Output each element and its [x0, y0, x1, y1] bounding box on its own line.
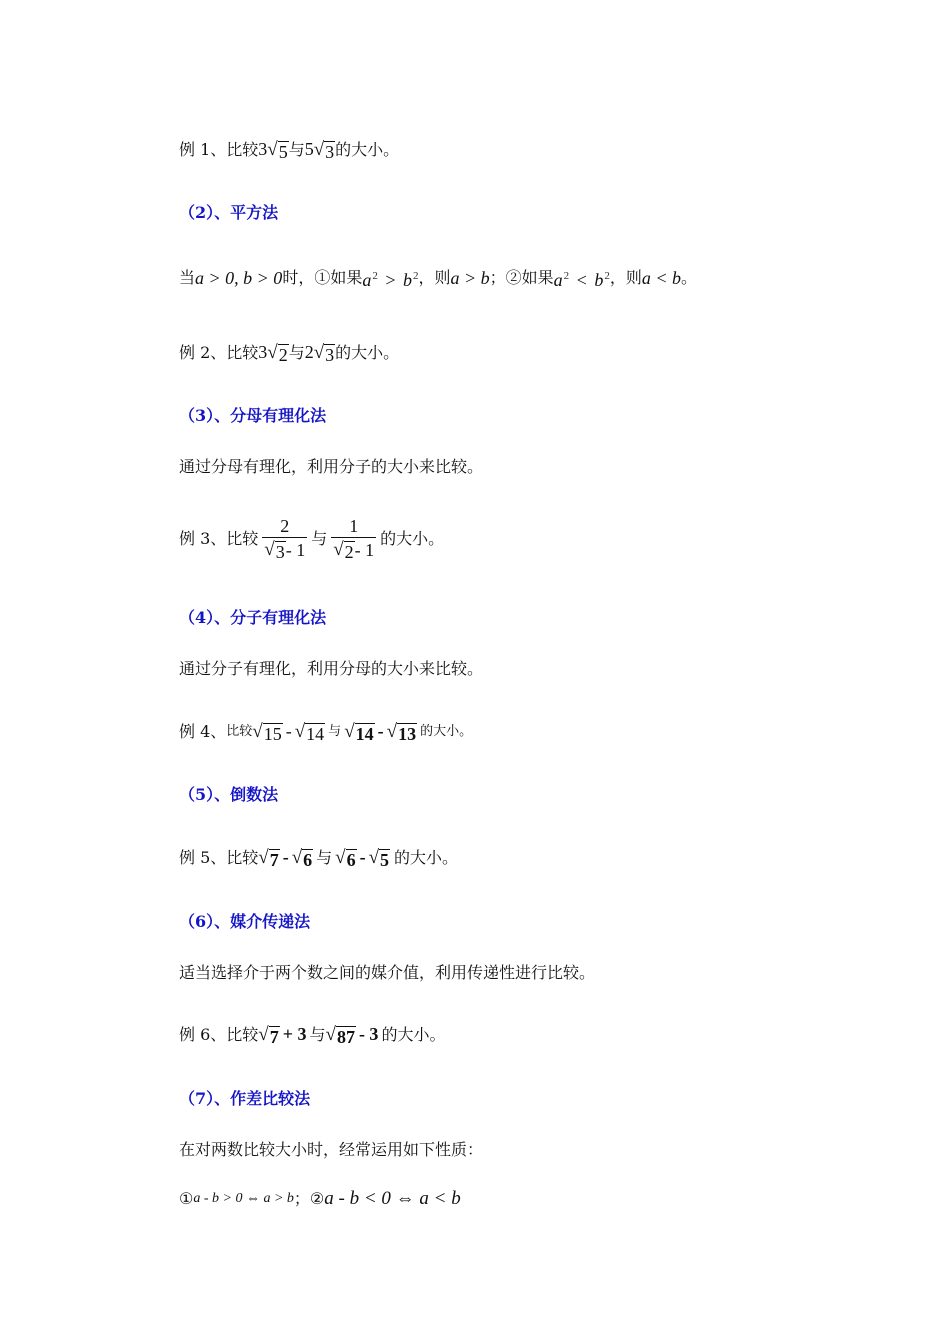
rule-then-2: a < b [641, 268, 681, 288]
example-2-expr-a: 3 √ 2 [258, 342, 288, 365]
heading-intermediary-method: （6）、媒介传递法 [179, 912, 311, 931]
radicand: 3 [325, 142, 335, 162]
rule-if-2: $a^2 < b^2$ [553, 270, 610, 290]
example-4-and: 与 [328, 723, 342, 739]
example-6 [179, 1022, 445, 1047]
example-2-expr-b: 2 √ 3 [304, 342, 335, 365]
rule-text: ，则 [609, 268, 642, 287]
paragraph-numerator-rationalization: 通过分子有理化，利用分母的大小来比较。 [179, 659, 484, 678]
property-2: a - b < 0 ⇔ a < b [324, 1188, 461, 1209]
example-1-suffix: 的大小。 [335, 139, 400, 159]
rule-text: ；②如果 [489, 268, 554, 287]
coefficient: 5 [304, 139, 314, 159]
heading-numerator-rationalization: （4）、分子有理化法 [179, 608, 327, 627]
rule-text: 当 [179, 268, 196, 287]
example-6-prefix: 例 6、比较 [179, 1024, 259, 1044]
example-5-suffix: 的大小。 [394, 847, 459, 867]
rule-text: 。 [681, 268, 698, 287]
example-1-and: 与 [288, 139, 305, 159]
example-3-and: 与 [311, 528, 328, 548]
example-5 [179, 845, 458, 870]
rule-condition: a > 0, b > 0 [195, 268, 283, 288]
example-1 [179, 137, 399, 162]
heading-denominator-rationalization: （3）、分母有理化法 [179, 406, 327, 425]
property-2-marker: ② [309, 1189, 325, 1208]
example-2 [179, 340, 399, 365]
property-1: a - b > 0 ⇔ a > b [193, 1191, 294, 1206]
property-1-marker: ① [179, 1189, 194, 1208]
example-1-prefix: 例 1、比较 [179, 139, 259, 159]
example-4-expr-b: √ 14 - √ 13 [344, 721, 417, 744]
example-6-expr-a: √ 7 + 3 [258, 1024, 307, 1047]
radicand: 5 [278, 142, 288, 162]
example-6-suffix: 的大小。 [381, 1024, 446, 1044]
example-4-expr-a: √ 15 - √ 14 [252, 721, 325, 744]
heading-reciprocal-method: （5）、倒数法 [179, 785, 279, 804]
paragraph-difference-method: 在对两数比较大小时，经常运用如下性质： [179, 1140, 484, 1159]
paragraph-denominator-rationalization: 通过分母有理化，利用分子的大小来比较。 [179, 457, 484, 476]
example-2-suffix: 的大小。 [335, 342, 400, 362]
example-6-and: 与 [309, 1024, 326, 1044]
example-5-prefix: 例 5、比较 [179, 847, 259, 867]
paragraph-intermediary-method: 适当选择介于两个数之间的媒介值，利用传递性进行比较。 [179, 963, 596, 982]
example-3-prefix: 例 3、比较 [179, 528, 259, 548]
example-6-expr-b: √ 87 - 3 [325, 1024, 379, 1047]
rule-then-1: a > b [450, 268, 490, 288]
example-4 [179, 719, 472, 744]
example-3 [179, 515, 444, 562]
square-method-rule [179, 264, 697, 292]
example-5-expr-a: √ 7 - √ 6 [258, 847, 313, 870]
example-5-expr-b: √ 6 - √ 5 [335, 847, 390, 870]
difference-properties [179, 1187, 461, 1211]
heading-difference-method: （7）、作差比较法 [179, 1089, 311, 1108]
example-2-prefix: 例 2、比较 [179, 342, 259, 362]
example-3-fraction-a: 2 √ 3 - 1 [264, 516, 306, 562]
rule-text: ，则 [418, 268, 451, 287]
example-1-expr-b [305, 137, 335, 162]
rule-if-1: $a^2 > b^2$ [362, 270, 419, 290]
radical: √ 5 [267, 139, 288, 162]
example-5-and: 与 [316, 847, 333, 867]
example-4-label: 比较 [226, 723, 253, 739]
example-1-expr-a [258, 137, 288, 162]
radical: √ 3 [313, 139, 335, 162]
coefficient: 3 [258, 139, 268, 159]
example-4-suffix: 的大小。 [420, 723, 473, 739]
example-2-and: 与 [288, 342, 305, 362]
example-4-prefix: 例 4、 [179, 721, 227, 741]
property-separator: ； [293, 1189, 310, 1208]
rule-text: 时，①如果 [282, 268, 363, 287]
example-3-fraction-b: 1 √ 2 - 1 [333, 516, 375, 562]
heading-square-method: （2）、平方法 [179, 203, 279, 222]
example-3-suffix: 的大小。 [380, 528, 445, 548]
